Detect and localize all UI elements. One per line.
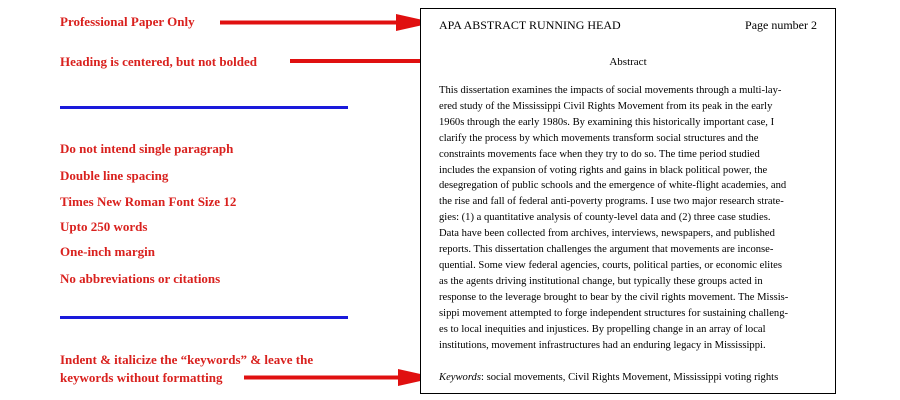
abstract-line: 1960s through the early 1980s. By examining this historically important case, I [439,116,775,128]
abstract-line: Data have been collected from archives, interviews, newspapers, and published [439,228,775,240]
abstract-line: ered study of the Mississippi Civil Rights Movement from its peak in the early [439,100,773,112]
note-font: Times New Roman Font Size 12 [60,194,237,209]
keywords-line [439,372,778,383]
abstract-line: sippi movement attempted to forge independent structures for sustaining challeng- [439,307,789,319]
abstract-line: response to the leverage brought to bear by the civil rights movement. The Missis- [439,291,789,303]
abstract-heading: Abstract [609,56,647,68]
note-professional-paper: Professional Paper Only [60,14,195,29]
abstract-line: institutions, movement infrastructures had an enduring legacy in Mississippi. [439,339,766,351]
running-head: APA ABSTRACT RUNNING HEAD [439,18,621,32]
note-keywords-line-1: Indent & italicize the “keywords” & leave the [60,352,314,367]
page-number: Page number 2 [745,18,817,32]
abstract-line: quential. Some view federal agencies, courts, political parties, or economic elites [439,259,782,271]
arrow-keywords [244,376,398,380]
abstract-line: clarify the process by which movements transform social structures and the [439,132,759,144]
keywords-text: : social movements, Civil Rights Movement, Mississippi voting rights [480,372,779,383]
note-keywords-line-2: keywords without formatting [60,370,223,385]
abstract-body [439,83,829,353]
abstract-line: constraints movements face when they try to do so. The time period studied [439,148,760,160]
abstract-line: This dissertation examines the impacts of social movements through a multi-lay- [439,85,782,96]
note-double-spacing: Double line spacing [60,168,169,183]
abstract-line: as the agents driving institutional change, but typically these groups acted in [439,275,763,287]
abstract-line: es to local inequities and injustices. By propelling change in an array of local [439,323,766,335]
abstract-line: reports. This dissertation challenges the argument that movements are inconse- [439,244,774,256]
abstract-line: gies: (1) a quantitative analysis of county-level data and (2) three case studies. [439,212,771,224]
abstract-line: desegregation of public schools and the emergence of white-flight academies, and [439,180,787,192]
abstract-line: the rise and fall of federal anti-poverty programs. I use two major research strate- [439,196,784,208]
note-heading-centered: Heading is centered, but not bolded [60,54,257,69]
note-no-abbreviations: No abbreviations or citations [60,271,221,286]
note-margin: One-inch margin [60,244,155,259]
arrow-running-head [220,21,396,25]
abstract-line: includes the expansion of voting rights and gains in black political power, the [439,164,768,176]
apa-page-sample [420,8,836,394]
keywords-label: Keywords [439,372,481,383]
note-word-limit: Upto 250 words [60,219,148,234]
note-no-indent: Do not intend single paragraph [60,141,234,156]
